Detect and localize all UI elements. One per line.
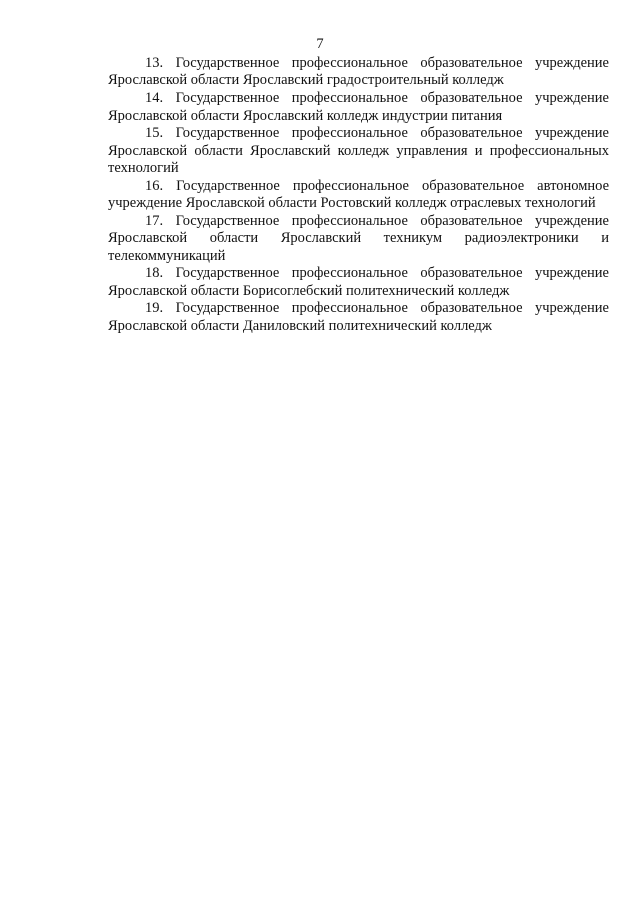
list-item: 17. Государственное профессиональное образовательное учреждение Ярославской области Ярославский техникум радиоэлектроники и телекоммуникаций [108, 212, 609, 264]
page-number: 7 [316, 36, 324, 52]
list-item: 13. Государственное профессиональное образовательное учреждение Ярославской области Ярославский градостроительный колледж [108, 55, 609, 89]
list-item: 16. Государственное профессиональное образовательное автономное учреждение Ярославской области Ростовский колледж отраслевых технологий [108, 177, 609, 212]
list-item: 18. Государственное профессиональное образовательное учреждение Ярославской области Борисоглебский политехнический колледж [108, 265, 609, 299]
list-item: 14. Государственное профессиональное образовательное учреждение Ярославской области Ярославский колледж индустрии питания [108, 90, 609, 124]
list-item: 15. Государственное профессиональное образовательное учреждение Ярославской области Ярославский колледж управления и профессиональных технологий [108, 125, 609, 177]
institution-list [108, 55, 609, 336]
list-item: 19. Государственное профессиональное образовательное учреждение Ярославской области Даниловский политехнический колледж [108, 300, 609, 334]
